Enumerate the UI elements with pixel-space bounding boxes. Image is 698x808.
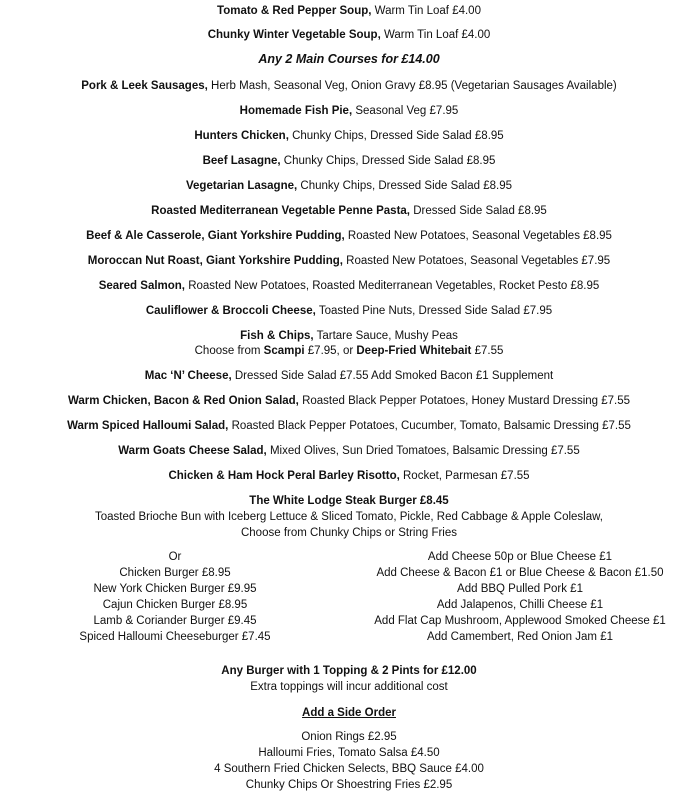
side-order-item: Onion Rings £2.95 xyxy=(301,731,397,743)
menu-item-mac-cheese xyxy=(0,369,698,383)
item-name: Cauliflower & Broccoli Cheese, xyxy=(145,305,316,317)
item-name: Warm Spiced Halloumi Salad, xyxy=(67,420,229,432)
item-name: Chicken & Ham Hock Peral Barley Risotto, xyxy=(168,470,400,482)
item-name: Mac ‘N’ Cheese, xyxy=(144,370,232,382)
choice-whitebait: Deep-Fried Whitebait xyxy=(356,345,472,357)
menu-item-hunters-chicken xyxy=(0,129,698,143)
steak-burger-desc-2: Choose from Chunky Chips or String Fries xyxy=(240,527,458,539)
menu-item-cauliflower-cheese xyxy=(0,304,698,318)
item-name: Beef Lasagne, xyxy=(202,155,281,167)
main-courses-offer-heading: Any 2 Main Courses for £14.00 xyxy=(258,52,440,66)
item-desc: Chunky Chips, Dressed Side Salad £8.95 xyxy=(288,130,504,142)
item-desc: Rocket, Parmesan £7.55 xyxy=(399,470,530,482)
burger-alternative: Chicken Burger £8.95 xyxy=(119,567,231,579)
item-desc: Roasted New Potatoes, Seasonal Vegetables £7.95 xyxy=(342,255,611,267)
item-desc: Chunky Chips, Dressed Side Salad £8.95 xyxy=(280,155,496,167)
side-order-item: 4 Southern Fried Chicken Selects, BBQ Sauce £4.00 xyxy=(214,763,484,775)
choice-prefix: Choose from xyxy=(194,345,264,357)
item-name: Vegetarian Lasagne, xyxy=(185,180,298,192)
item-name: Tomato & Red Pepper Soup, xyxy=(217,5,372,17)
menu-item-winter-veg-soup xyxy=(0,28,698,42)
item-name: Beef & Ale Casserole, Giant Yorkshire Pudding, xyxy=(86,230,345,242)
fish-chips-choice xyxy=(0,344,698,358)
item-desc: Mixed Olives, Sun Dried Tomatoes, Balsamic Dressing £7.55 xyxy=(266,445,580,457)
menu-item-penne-pasta xyxy=(0,204,698,218)
burger-alternative: Cajun Chicken Burger £8.95 xyxy=(102,599,248,611)
item-desc: Seasonal Veg £7.95 xyxy=(352,105,459,117)
menu-item-risotto xyxy=(0,469,698,483)
steak-burger-title: The White Lodge Steak Burger £8.45 xyxy=(249,495,449,507)
item-desc: Roasted New Potatoes, Roasted Mediterranean Vegetables, Rocket Pesto £8.95 xyxy=(185,280,600,292)
burger-topping: Add Flat Cap Mushroom, Applewood Smoked Cheese £1 xyxy=(374,615,666,627)
item-desc: Toasted Pine Nuts, Dressed Side Salad £7.95 xyxy=(315,305,553,317)
menu-item-nut-roast xyxy=(0,254,698,268)
menu-item-veg-lasagne xyxy=(0,179,698,193)
item-desc: Roasted Black Pepper Potatoes, Cucumber, Tomato, Balsamic Dressing £7.55 xyxy=(228,420,631,432)
burger-alternative: Lamb & Coriander Burger £9.45 xyxy=(93,615,257,627)
item-name: Roasted Mediterranean Vegetable Penne Pasta, xyxy=(151,205,411,217)
item-desc: Warm Tin Loaf £4.00 xyxy=(380,29,491,41)
side-order-item: Chunky Chips Or Shoestring Fries £2.95 xyxy=(245,779,453,791)
burger-topping: Add Jalapenos, Chilli Cheese £1 xyxy=(436,599,604,611)
item-desc: Dressed Side Salad £7.55 Add Smoked Bacon £1 Supplement xyxy=(231,370,554,382)
item-name: Pork & Leek Sausages, xyxy=(81,80,208,92)
menu-item-chicken-bacon-salad xyxy=(0,394,698,408)
burger-topping: Add Cheese & Bacon £1 or Blue Cheese & Bacon £1.50 xyxy=(376,567,664,579)
burger-or-label: Or xyxy=(168,551,182,563)
item-name: Chunky Winter Vegetable Soup, xyxy=(207,29,381,41)
menu-item-fish-pie xyxy=(0,104,698,118)
item-desc: Tartare Sauce, Mushy Peas xyxy=(313,330,458,342)
item-desc: Roasted Black Pepper Potatoes, Honey Mustard Dressing £7.55 xyxy=(298,395,631,407)
choice-mid: £7.95, or xyxy=(304,345,357,357)
item-desc: Chunky Chips, Dressed Side Salad £8.95 xyxy=(297,180,512,192)
menu-item-seared-salmon xyxy=(0,279,698,293)
burger-topping: Add Camembert, Red Onion Jam £1 xyxy=(426,631,613,643)
menu-item-goats-cheese-salad xyxy=(0,444,698,458)
menu-item-fish-chips xyxy=(0,329,698,343)
item-desc: Roasted New Potatoes, Seasonal Vegetables £8.95 xyxy=(344,230,612,242)
burger-offer-note: Extra toppings will incur additional cost xyxy=(250,681,448,693)
item-name: Seared Salmon, xyxy=(98,280,186,292)
item-name: Hunters Chicken, xyxy=(194,130,289,142)
side-order-item: Halloumi Fries, Tomato Salsa £4.50 xyxy=(258,747,440,759)
item-name: Warm Goats Cheese Salad, xyxy=(118,445,267,457)
item-name: Moroccan Nut Roast, Giant Yorkshire Pudding, xyxy=(87,255,343,267)
burger-alternative: New York Chicken Burger £9.95 xyxy=(93,583,257,595)
item-desc: Dressed Side Salad £8.95 xyxy=(410,205,547,217)
menu-item-tomato-soup xyxy=(0,4,698,18)
burger-topping: Add Cheese 50p or Blue Cheese £1 xyxy=(427,551,613,563)
menu-item-beef-lasagne xyxy=(0,154,698,168)
choice-suffix: £7.55 xyxy=(471,345,504,357)
item-name: Warm Chicken, Bacon & Red Onion Salad, xyxy=(67,395,299,407)
menu-item-halloumi-salad xyxy=(0,419,698,433)
burger-alternative: Spiced Halloumi Cheeseburger £7.45 xyxy=(79,631,271,643)
item-desc: Herb Mash, Seasonal Veg, Onion Gravy £8.95 (Vegetarian Sausages Available) xyxy=(207,80,617,92)
burger-offer-title: Any Burger with 1 Topping & 2 Pints for £12.00 xyxy=(221,665,477,677)
side-order-heading-text: Add a Side Order xyxy=(302,707,396,719)
item-name: Fish & Chips, xyxy=(240,330,314,342)
steak-burger-desc-1: Toasted Brioche Bun with Iceberg Lettuce & Sliced Tomato, Pickle, Red Cabbage & Apple Coleslaw, xyxy=(95,511,603,523)
choice-scampi: Scampi xyxy=(263,345,305,357)
menu-item-beef-ale-casserole xyxy=(0,229,698,243)
item-desc: Warm Tin Loaf £4.00 xyxy=(371,5,481,17)
item-name: Homemade Fish Pie, xyxy=(239,105,353,117)
menu-item-pork-sausages xyxy=(0,79,698,93)
burger-topping: Add BBQ Pulled Pork £1 xyxy=(457,583,583,595)
side-order-heading xyxy=(0,706,698,720)
